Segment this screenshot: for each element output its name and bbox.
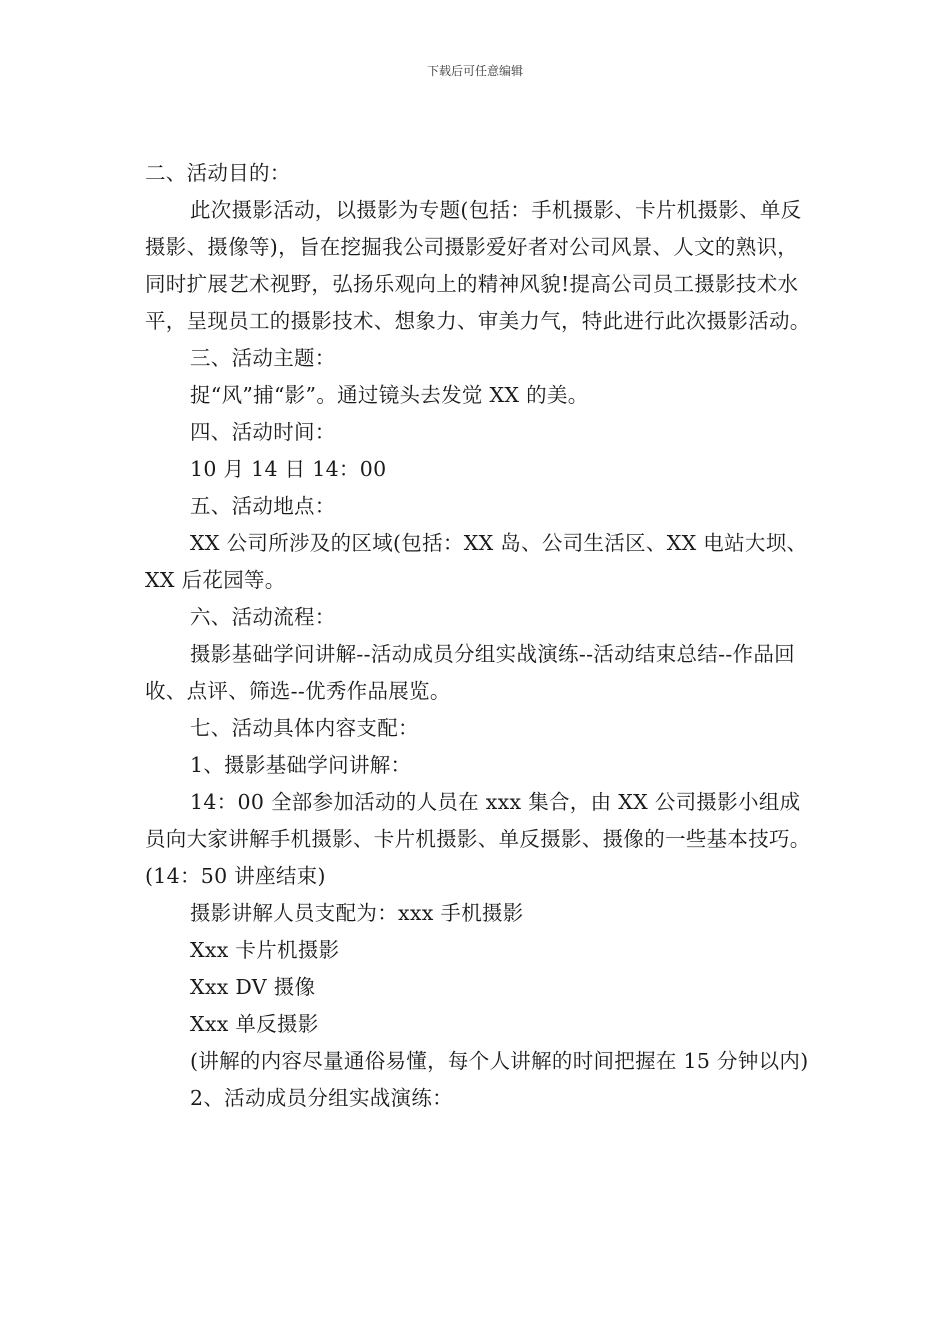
paragraph-process: 摄影基础学问讲解--活动成员分组实战演练--活动结束总结--作品回收、点评、筛选--优秀作品展览。	[145, 642, 795, 703]
section-heading-theme: 三、活动主题：	[190, 346, 336, 370]
page-header: 下载后可任意编辑	[426, 64, 523, 78]
subheading-basics: 1、摄影基础学问讲解：	[190, 753, 412, 777]
subheading-practice: 2、活动成员分组实战演练：	[190, 1086, 453, 1110]
paragraph-lecture-note: (讲解的内容尽量通俗易懂，每个人讲解的时间把握在 15 分钟以内)	[190, 1049, 809, 1073]
section-heading-location: 五、活动地点：	[190, 494, 336, 518]
paragraph-theme: 捉“风”捕“影”。通过镜头去发觉 XX 的美。	[190, 383, 589, 407]
section-heading-details: 七、活动具体内容支配：	[190, 716, 419, 740]
section-heading-time: 四、活动时间：	[190, 420, 336, 444]
lecturer-line-compact: Xxx 卡片机摄影	[190, 938, 340, 962]
lecturer-line-mobile: 摄影讲解人员支配为：xxx 手机摄影	[190, 901, 524, 925]
paragraph-location: XX 公司所涉及的区域(包括：XX 岛、公司生活区、XX 电站大坝、XX 后花园等。	[145, 531, 808, 592]
lecturer-line-dv: Xxx DV 摄像	[190, 975, 316, 999]
section-heading-purpose: 二、活动目的：	[145, 161, 291, 185]
paragraph-basics: 14：00 全部参加活动的人员在 xxx 集合，由 XX 公司摄影小组成员向大家讲解手机摄影、卡片机摄影、单反摄影、摄像的一些基本技巧。(14：50 讲座结束)	[145, 790, 811, 888]
lecturer-line-slr: Xxx 单反摄影	[190, 1012, 319, 1036]
document-body	[145, 155, 813, 1117]
section-heading-process: 六、活动流程：	[190, 605, 336, 629]
paragraph-purpose: 此次摄影活动，以摄影为专题(包括：手机摄影、卡片机摄影、单反摄影、摄像等)，旨在挖掘我公司摄影爱好者对公司风景、人文的熟识，同时扩展艺术视野，弘扬乐观向上的精神风貌!提高公司员工摄影技术水平，呈现员工的摄影技术、想象力、审美力气，特此进行此次摄影活动。	[145, 198, 811, 333]
paragraph-time: 10 月 14 日 14：00	[190, 457, 387, 481]
